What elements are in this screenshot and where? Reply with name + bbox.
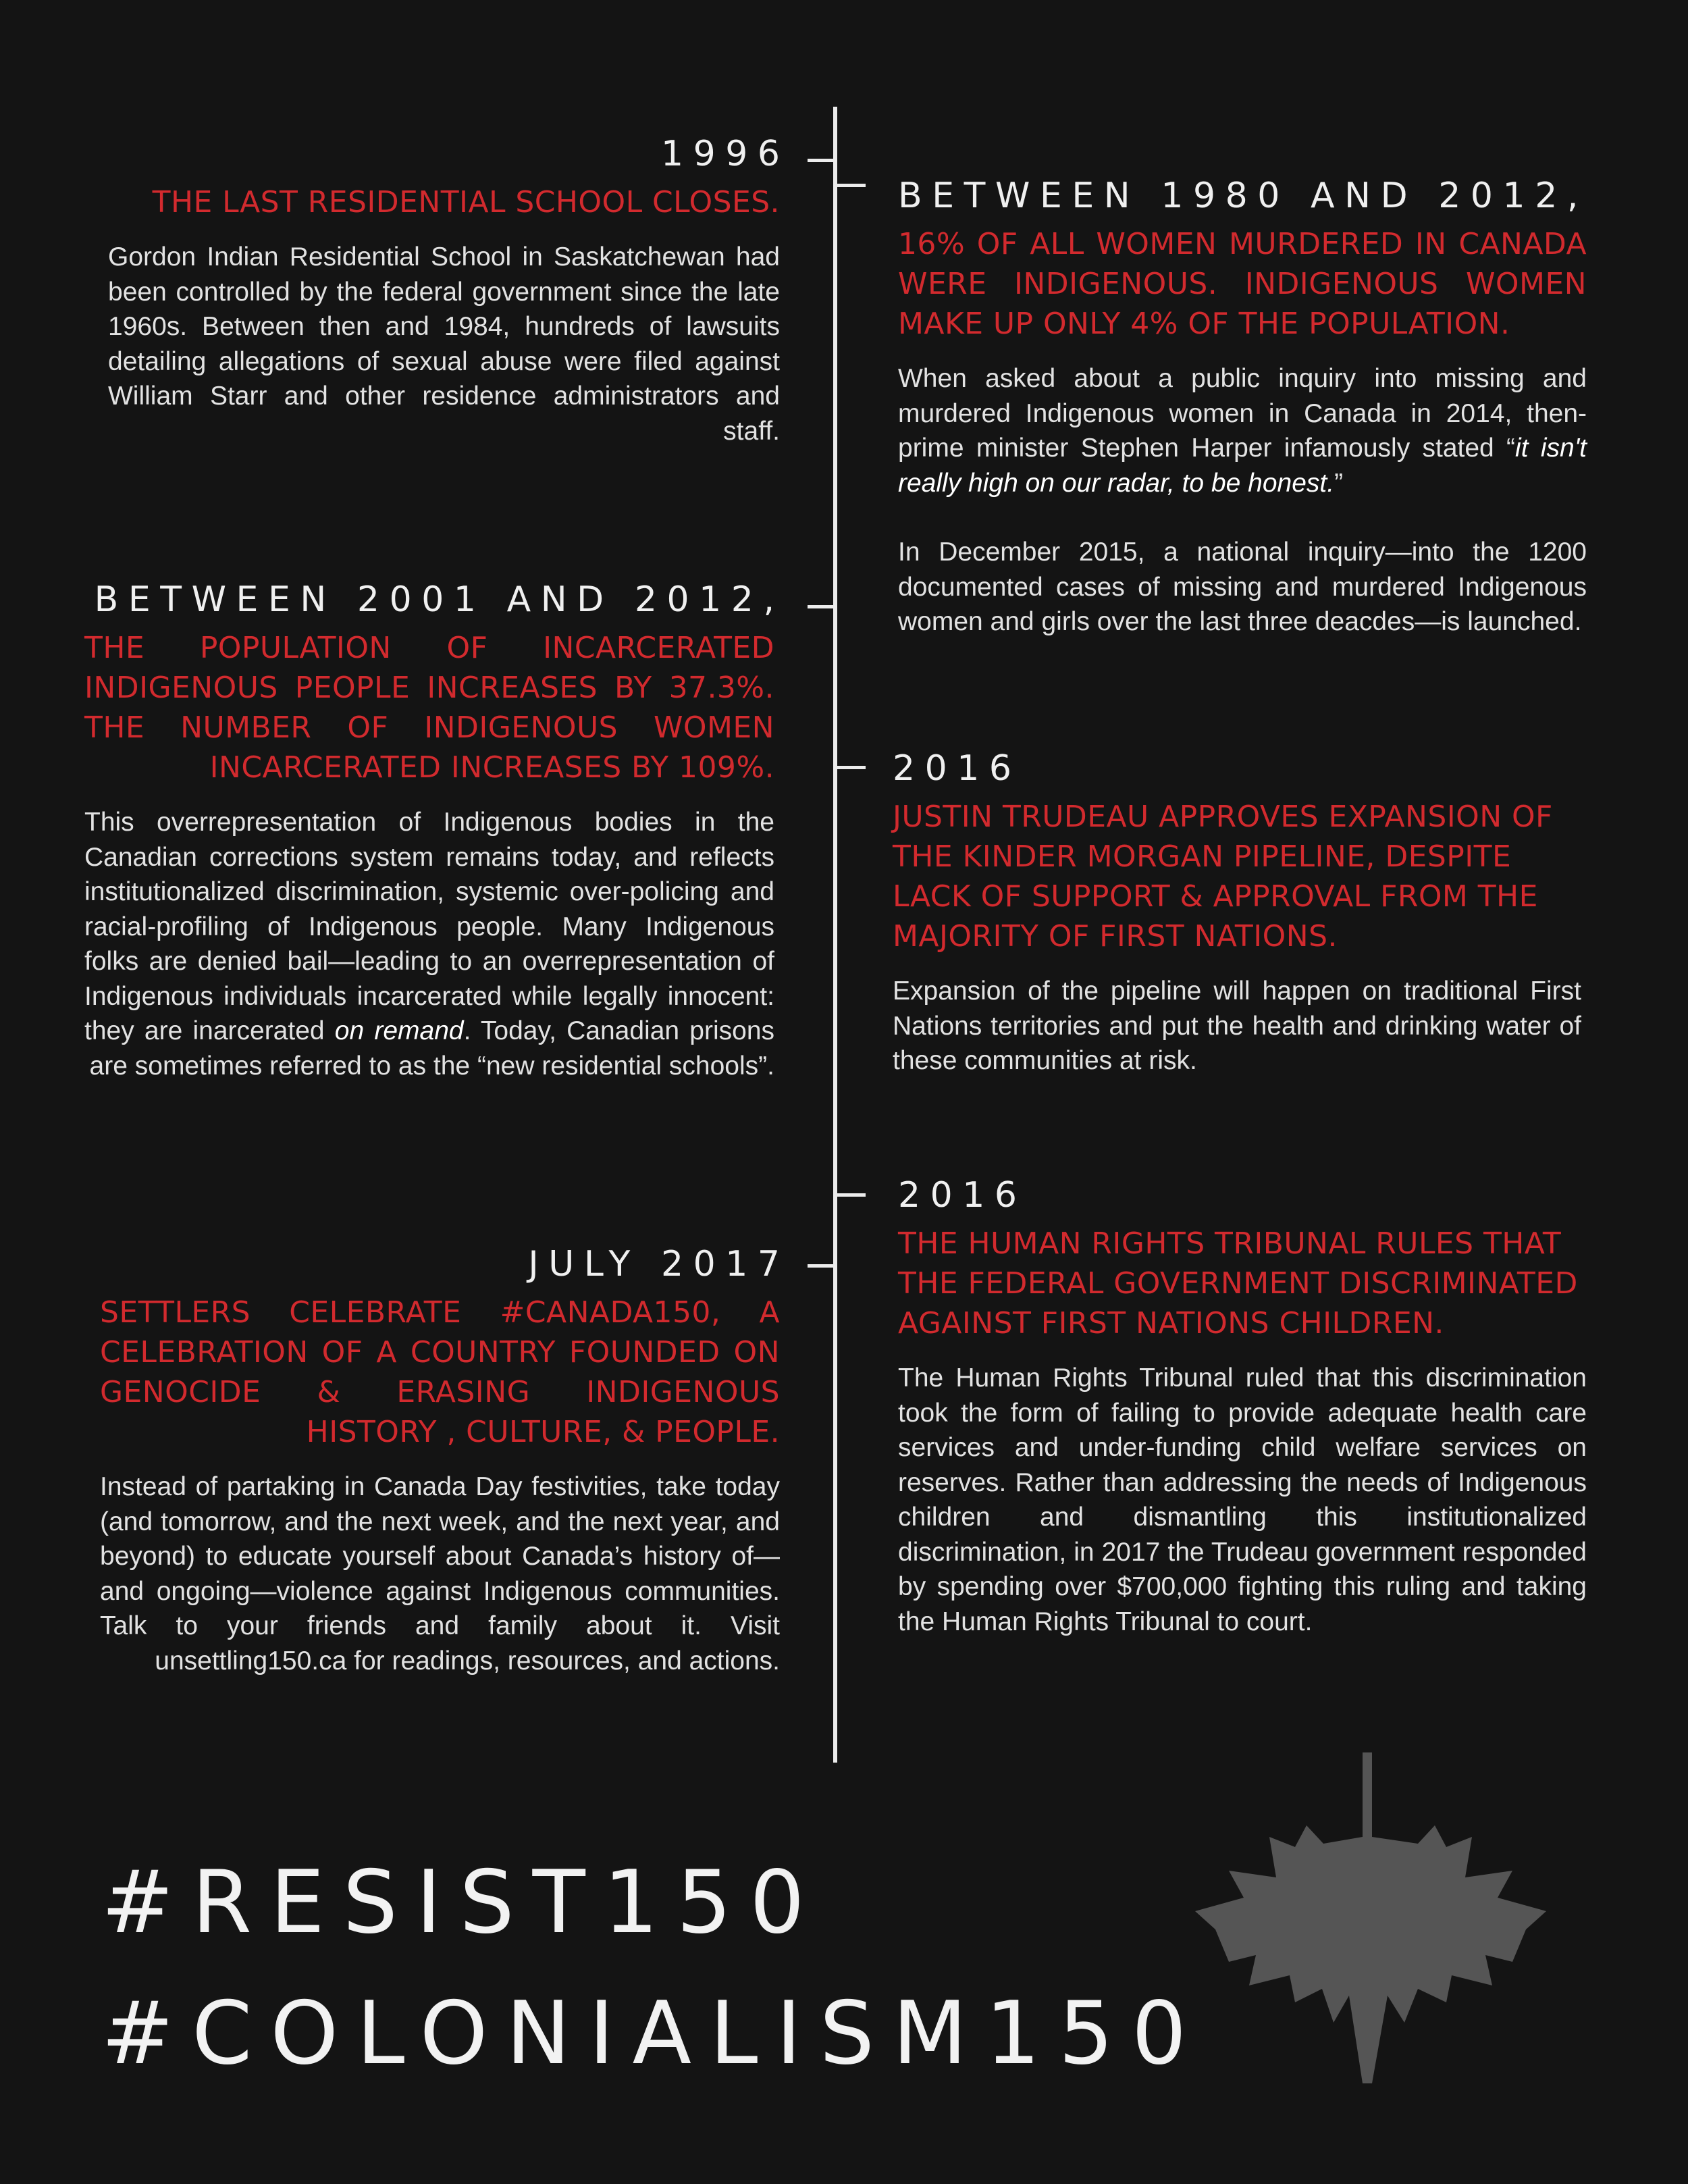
timeline-tick: [837, 766, 866, 769]
entry-date: BETWEEN 1980 AND 2012,: [898, 176, 1588, 216]
timeline-entry-2016-pipeline: [893, 747, 1581, 1078]
timeline-tick: [808, 1264, 836, 1268]
body-text: This overrepresentation of Indigenous bodies in the Canadian corrections system remains today, and reflects institutionalized discrimination, systemic over-policing and racial-profiling of Indigenous people. Many Indigenous folks are denied bail—leading to an overrepresentation of Indigenous individuals incarcerated while legally innocent: they are inarcerated: [84, 808, 774, 1045]
timeline-entry-2016-tribunal: [898, 1174, 1587, 1639]
body-emphasis: it isn't really high on our radar, to be honest.: [898, 434, 1587, 498]
body-emphasis: on remand: [334, 1016, 464, 1045]
maple-leaf-shape: [1195, 1752, 1546, 2083]
timeline-axis: [833, 107, 837, 1763]
body-text: . Today, Canadian prisons are sometimes referred to as the “new residential schools”.: [89, 1016, 775, 1081]
timeline-tick: [837, 1193, 866, 1197]
entry-headline: JUSTIN TRUDEAU APPROVES EXPANSION OF THE KINDER MORGAN PIPELINE, DESPITE LACK OF SUPPORT & APPROVAL FROM THE MAJORITY OF FIRST NATIONS.: [893, 800, 1553, 954]
body-text: When asked about a public inquiry into missing and murdered Indigenous women in Canada in 2014, then-prime minister Stephen Harper infamously stated “: [898, 364, 1587, 463]
entry-body: Expansion of the pipeline will happen on traditional First Nations territories and put the health and drinking water of these communities at risk.: [893, 977, 1581, 1075]
entry-headline: THE LAST RESIDENTIAL SCHOOL CLOSES.: [152, 185, 780, 219]
timeline-entry-july-2017: [100, 1243, 790, 1678]
entry-headline: 16% OF ALL WOMEN MURDERED IN CANADA WERE INDIGENOUS. INDIGENOUS WOMEN MAKE UP ONLY 4% OF THE POPULATION.: [898, 227, 1587, 341]
entry-date: 2016: [893, 748, 1022, 789]
maple-leaf-icon: [1195, 1752, 1546, 2083]
timeline-entry-2001-2012: [84, 578, 785, 1083]
entry-body: [84, 805, 774, 1083]
body-paragraph: [898, 361, 1587, 500]
body-paragraph: In December 2015, a national inquiry—into the 1200 documented cases of missing and murdered Indigenous women and girls over the last three deacdes—is launched.: [898, 538, 1587, 636]
timeline-tick: [808, 159, 836, 162]
body-text: ”: [1334, 468, 1344, 498]
entry-body: Gordon Indian Residential School in Saskatchewan had been controlled by the federal government since the late 1960s. Between then and 1984, hundreds of lawsuits detailing allegations of sexual abuse were filed against William Starr and other residence administrators and staff.: [108, 242, 780, 446]
entry-date: JULY 2017: [528, 1244, 790, 1284]
entry-body: The Human Rights Tribunal ruled that this discrimination took the form of failing to provide adequate health care services and under-funding child welfare services on reserves. Rather than addressing the needs of Indigenous children and dismantling this institutionalized discrimination, in 2017 the Trudeau government responded by spending over $700,000 fighting this ruling and taking the Human Rights Tribunal to court.: [898, 1363, 1587, 1636]
entry-date: 1996: [660, 134, 790, 174]
entry-date: BETWEEN 2001 AND 2012,: [94, 579, 785, 620]
hashtag-resist150: #RESIST150: [101, 1852, 823, 1953]
timeline-tick: [808, 605, 836, 608]
timeline-entry-1996: [101, 132, 790, 448]
timeline-tick: [837, 184, 866, 187]
entry-headline: THE POPULATION OF INCARCERATED INDIGENOUS PEOPLE INCREASES BY 37.3%. THE NUMBER OF INDIGENOUS WOMEN INCARCERATED INCREASES BY 109%.: [84, 631, 774, 785]
entry-headline: SETTLERS CELEBRATE #CANADA150, A CELEBRATION OF A COUNTRY FOUNDED ON GENOCIDE & ERASING INDIGENOUS HISTORY , CULTURE, & PEOPLE.: [100, 1295, 780, 1449]
entry-headline: THE HUMAN RIGHTS TRIBUNAL RULES THAT THE FEDERAL GOVERNMENT DISCRIMINATED AGAINST FIRST NATIONS CHILDREN.: [898, 1226, 1578, 1341]
entry-body: [898, 361, 1587, 640]
entry-date: 2016: [898, 1175, 1027, 1216]
entry-body: Instead of partaking in Canada Day festivities, take today (and tomorrow, and the next week, and the next year, and beyond) to educate yourself about Canada’s history of—and ongoing—violence against Indigenous communities. Talk to your friends and family about it. Visit unsettling150.ca for readings, resources, and actions.: [100, 1472, 780, 1675]
timeline-entry-1980-2012: [898, 174, 1587, 640]
hashtag-colonialism150: #COLONIALISM150: [101, 1983, 1205, 2084]
